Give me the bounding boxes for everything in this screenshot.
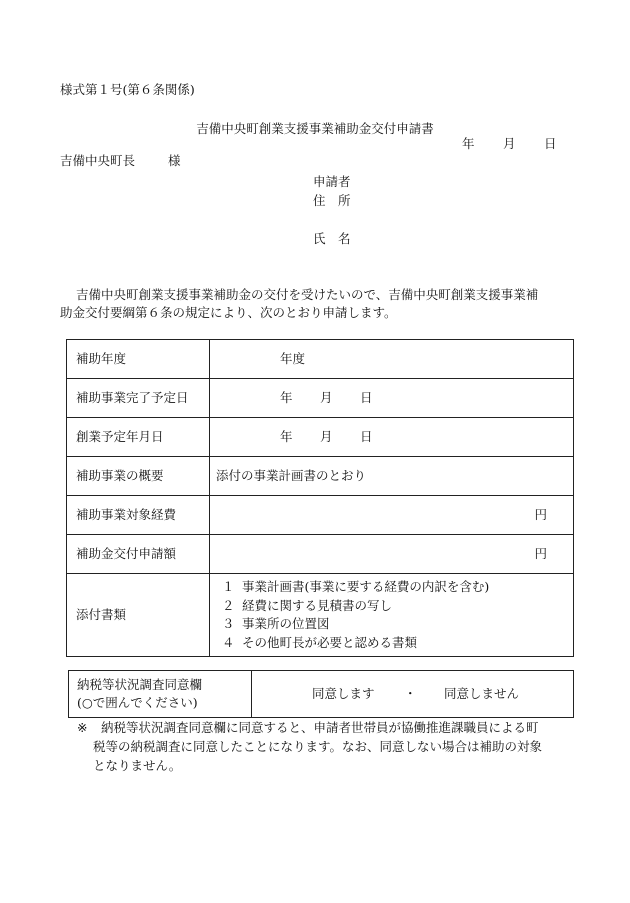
- note-mark: ※: [77, 720, 88, 735]
- table-row-founding-date: [67, 418, 574, 457]
- row-label: 補助事業対象経費: [67, 496, 210, 535]
- table-row-completion-date: [67, 379, 574, 418]
- disagree-option[interactable]: 同意しません: [444, 685, 520, 701]
- founding-date-field[interactable]: [210, 418, 574, 457]
- agree-option[interactable]: 同意します: [312, 685, 375, 701]
- day-label: 日: [360, 428, 373, 444]
- table-row-overview: [67, 457, 574, 496]
- date-month-label: 月: [503, 136, 516, 151]
- row-label: 補助事業完了予定日: [67, 379, 210, 418]
- row-label: 補助金交付申請額: [67, 535, 210, 574]
- attachments-list: [216, 578, 573, 652]
- date-day-label: 日: [544, 136, 557, 151]
- year-label: 年: [280, 389, 293, 405]
- addressee-name: 吉備中央町長: [60, 153, 136, 168]
- eligible-cost-field[interactable]: [210, 496, 574, 535]
- list-item: １ 事業計画書(事業に要する経費の内訳を含む): [222, 579, 490, 594]
- row-label: 添付書類: [67, 574, 210, 657]
- row-label: 補助年度: [67, 340, 210, 379]
- document-title: 吉備中央町創業支援事業補助金交付申請書: [196, 121, 434, 136]
- consent-label-line-2: (○で囲んでください): [77, 695, 198, 710]
- applicant-heading: 申請者: [313, 174, 351, 189]
- row-label: 創業予定年月日: [67, 418, 210, 457]
- note-line-3: となりません。: [93, 758, 182, 773]
- application-table: [66, 339, 574, 657]
- option-separator: ・: [404, 685, 417, 701]
- list-item: ２ 経費に関する見積書の写し: [222, 597, 393, 613]
- attachments-list-cell: [210, 574, 574, 657]
- table-row-attachments: [67, 574, 574, 657]
- month-label: 月: [320, 389, 333, 405]
- yen-unit: 円: [534, 506, 547, 522]
- note-line-1: 納税等状況調査同意欄に同意すると、申請者世帯員が協働推進課職員による町: [101, 720, 539, 735]
- note-line-2: 税等の納税調査に同意したことになります。なお、同意しない場合は補助の対象: [93, 739, 543, 754]
- table-row-eligible-cost: [67, 496, 574, 535]
- row-label: 補助事業の概要: [67, 457, 210, 496]
- table-row-requested-amount: [67, 535, 574, 574]
- requested-amount-field[interactable]: [210, 535, 574, 574]
- yen-unit: 円: [534, 545, 547, 561]
- body-text-line-2: 助金交付要綱第６条の規定により、次のとおり申請します。: [60, 305, 397, 320]
- completion-date-field[interactable]: [210, 379, 574, 418]
- list-item: ４ その他町長が必要と認める書類: [222, 634, 418, 650]
- month-label: 月: [320, 428, 333, 444]
- consent-choices: [252, 671, 574, 718]
- consent-table: [68, 670, 574, 718]
- day-label: 日: [360, 389, 373, 405]
- form-number: 様式第１号(第６条関係): [60, 82, 195, 97]
- list-item: ３ 事業所の位置図: [222, 616, 330, 631]
- subsidy-year-field[interactable]: [210, 340, 574, 379]
- applicant-name-label: 氏 名: [313, 231, 351, 246]
- consent-label: [69, 671, 252, 718]
- applicant-address-label: 住 所: [313, 193, 351, 208]
- addressee-honorific: 様: [168, 153, 181, 168]
- fiscal-year-label: 年度: [280, 350, 306, 366]
- table-row-subsidy-year: [67, 340, 574, 379]
- year-label: 年: [280, 428, 293, 444]
- consent-label-line-1: 納税等状況調査同意欄: [77, 677, 203, 692]
- body-text-line-1: 吉備中央町創業支援事業補助金の交付を受けたいので、吉備中央町創業支援事業補: [76, 287, 539, 302]
- overview-field[interactable]: 添付の事業計画書のとおり: [210, 457, 574, 496]
- date-year-label: 年: [462, 136, 475, 151]
